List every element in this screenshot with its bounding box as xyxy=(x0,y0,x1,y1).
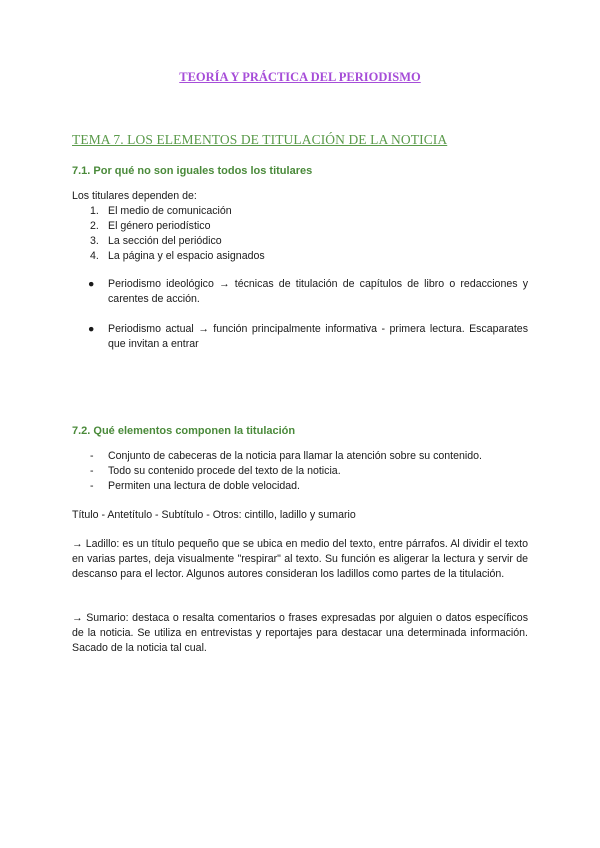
list-item xyxy=(72,219,265,234)
bullet-dot-icon: ● xyxy=(88,278,95,290)
list-number: 3. xyxy=(90,235,99,247)
list-item-text: Permiten una lectura de doble velocidad. xyxy=(108,480,300,492)
numbered-list xyxy=(72,204,265,264)
list-number: 2. xyxy=(90,220,99,232)
sumario-paragraph: → Sumario: destaca o resalta comentarios o frases expresadas por alguien o datos específicos de la noticia. Se utiliza en entrevistas y reportajes para destacar una determinada información. Sacado de la noticia tal cual. xyxy=(72,612,528,654)
list-item-text: La página y el espacio asignados xyxy=(108,250,265,262)
list-number: 1. xyxy=(90,205,99,217)
elements-line: Título - Antetítulo - Subtítulo - Otros: cintillo, ladillo y sumario xyxy=(72,509,356,521)
chapter-heading: TEMA 7. LOS ELEMENTOS DE TITULACIÓN DE LA NOTICIA xyxy=(72,132,448,147)
dash-mark: - xyxy=(90,465,94,477)
bullet-dot-icon: ● xyxy=(88,323,95,335)
section-heading-7-1: 7.1. Por qué no son iguales todos los titulares xyxy=(72,165,313,177)
list-item xyxy=(72,249,265,264)
list-item xyxy=(72,204,265,219)
bullet-item xyxy=(72,277,528,307)
dash-list xyxy=(72,449,528,494)
list-item xyxy=(72,449,528,464)
list-item xyxy=(72,464,528,479)
dash-mark: - xyxy=(90,480,94,492)
list-item xyxy=(72,234,265,249)
dash-mark: - xyxy=(90,450,94,462)
bullet-text: Periodismo actual → función principalmente informativa - primera lectura. Escaparates que invitan a entrar xyxy=(108,323,528,350)
list-item-text: El medio de comunicación xyxy=(108,205,232,217)
document-title: TEORÍA Y PRÁCTICA DEL PERIODISMO xyxy=(179,70,421,84)
list-item-text: El género periodístico xyxy=(108,220,211,232)
section-heading-7-2: 7.2. Qué elementos componen la titulación xyxy=(72,425,296,437)
list-number: 4. xyxy=(90,250,99,262)
bullet-item xyxy=(72,322,528,352)
intro-text: Los titulares dependen de: xyxy=(72,190,197,202)
bullet-text: Periodismo ideológico → técnicas de titulación de capítulos de libro o redacciones y carentes de acción. xyxy=(108,278,528,305)
ladillo-paragraph: → Ladillo: es un título pequeño que se ubica en medio del texto, entre párrafos. Al dividir el texto en varias partes, deja visualmente "respirar" al texto. Su función es aligerar la lectura y servir de descanso para el lector. Algunos autores consideran los ladillos como partes de la titulación. xyxy=(72,538,528,580)
list-item-text: Conjunto de cabeceras de la noticia para llamar la atención sobre su contenido. xyxy=(108,450,482,462)
list-item xyxy=(72,479,528,494)
list-item-text: Todo su contenido procede del texto de la noticia. xyxy=(108,465,341,477)
list-item-text: La sección del periódico xyxy=(108,235,222,247)
